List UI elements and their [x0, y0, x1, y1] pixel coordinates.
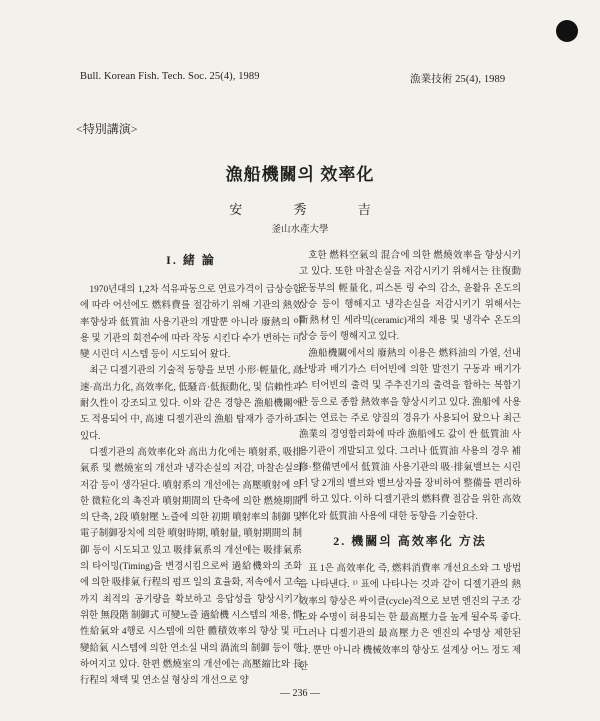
body-paragraph: 1970년대의 1,2차 석유파동으로 연료가격이 급상승함에 따라 어선에도 燃料費를 절감하기 위해 기관의 熱效率향상과 低質油 사용기관의 개발뿐 아니라 廢熱의 이용 및 기관의 회전수에 따라 작동 시킨다 수가 변하는 可變 시린더 시스템 등이 시도되어 왔다.: [80, 285, 302, 361]
body-paragraph: 漁船機關에서의 廢熱의 이용은 燃料油의 가열, 선내난방과 배기가스 터어빈에 의한 발전기 구동과 배기가스 터어빈의 출력 및 주추진기의 출력을 합하는 복합기관 등으로 종합 熱效率을 향상시키고 있다. 漁船에 사용되는 연료는 주로 양질의 경유가 사용되어 왔으나 최근 漁業의 경영합리화에 따라 漁船에도 값이 싼 低質油 사용기관이 개발되고 있다. 그러나 低質油 사용의 경우 補修·整備면에서 低質油 사용기관의 吸·排氣밸브는 시린더 당 2개의 밸브와 밸브상자를 장비하여 整備를 편리하게 하고 있다. 이하 디젤기관의 燃料費 절감을 위한 高效率化와 低質油 사용에 대한 동향을 기술한다.: [299, 348, 521, 522]
section-heading-introduction: I. 緒 論: [166, 253, 216, 267]
page-number: — 236 —: [280, 688, 320, 699]
body-paragraph: 호한 燃料空氣의 混合에 의한 燃燒效率을 향상시키고 있다. 또한 마찰손실을 저감시키기 위해서는 往復動 운동부의 輕量化, 피스톤 링 수의 감소, 윤활유 온도의 상승 등이 행해지고 냉각손실을 저감시키기 위해서는 斷熱材인 세라믹(ceramic)재의 채용 및 냉각수 온도의 상승 등이 행해지고 있다.: [299, 251, 521, 343]
section-label: <特別講演>: [76, 122, 138, 136]
right-column: [299, 248, 521, 675]
journal-header-korean: 漁業技術 25(4), 1989: [410, 74, 506, 85]
corner-punch-mark: [556, 20, 578, 42]
body-paragraph: 최근 디젤기관의 기술적 동향을 보면 小形·輕量化, 高速·高出力化, 高效率化, 低騷音·低振動化, 및 信賴性과 耐久性이 강조되고 있다. 이와 같은 경향은 漁船機關에도 적용되어 中, 高速 디젤기관의 漁船 탑재가 증가하고 있다.: [80, 366, 302, 442]
body-paragraph: 표 1은 高效率化 즉, 燃料消費率 개선요소와 그 방법을 나타낸다. ¹⁾ 표에 나타나는 것과 같이 디젤기관의 熱效率의 향상은 싸이클(cycle)적으로 보면 엔진의 구조 강도와 수명이 허용되는 한 最高壓力을 높게 될수록 좋다. 그러나 디젤기관의 最高壓力은 엔진의 수명상 제한된다. 뿐만 아니라 機械效率의 향상도 설계상 어느 정도 제한: [299, 564, 521, 672]
section-heading-methods: 2. 機關의 高效率化 方法: [333, 534, 487, 549]
journal-header-english: Bull. Korean Fish. Tech. Soc. 25(4), 1989: [80, 71, 260, 82]
body-paragraph: 디젤기관의 高效率化와 高出力化에는 噴射系, 吸排氣系 및 燃燒室의 개선과 냉각손실의 저감, 마찰손실의 저감 등이 생각된다. 噴射系의 개선에는 高壓噴射에 의한 微粒化의 촉진과 噴射期間의 단축에 의한 燃燒期間의 단축, 2段 噴射壓 노즐에 의한 初期 噴射率의 制御 및 電子制御장치에 의한 噴射時期, 噴射量, 噴射期間의 制御 등이 시도되고 있고 吸排氣系의 개선에는 吸排氣系의 타이밍(Timing)을 변경시킴으로써 過給機와의 조화에 의한 吸排氣 行程의 펌프 일의 효율화, 저속에서 고속까지 최적의 공기량을 확보하고 응답성을 향상시키기 위한 無段階 制御式 可變노즐 過給機 시스템의 채용, 慣性給氣와 4행로 시스템에 의한 體積效率의 향상 및 可變給氣 시스템에 의한 연소실 내의 渦流의 制御 등이 행하여지고 있다. 한편 燃燒室의 개선에는 高壓縮比와 長行程의 채택 및 연소실 형상의 개선으로 양: [80, 447, 302, 687]
author-name: 安 秀 吉: [229, 202, 371, 217]
paper-title: 漁船機關의 效率化: [225, 165, 375, 184]
left-column: [80, 248, 302, 689]
author-affiliation: 釜山水產大學: [271, 225, 329, 235]
